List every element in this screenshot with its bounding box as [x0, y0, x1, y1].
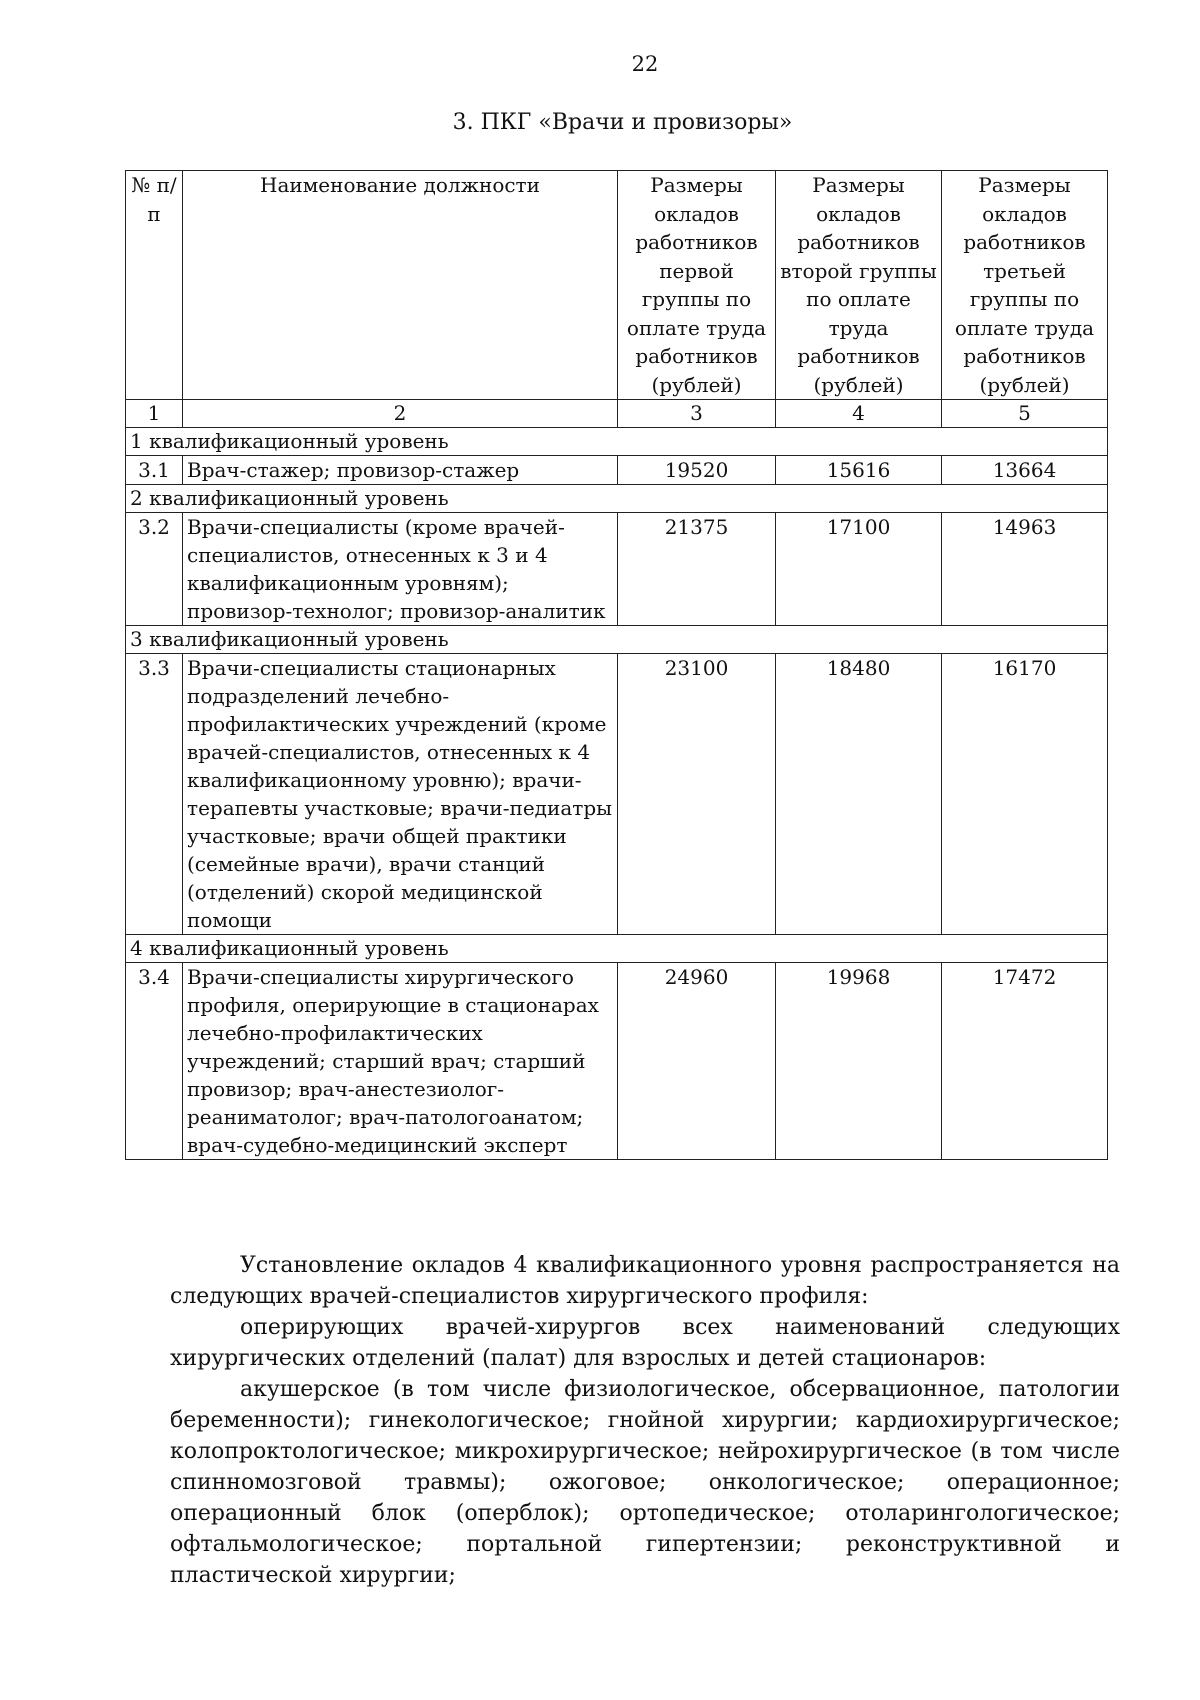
- level-row: [126, 485, 1108, 513]
- paragraph: акушерское (в том числе физиологическое, обсервационное, патологии беременности); гинекологическое; гнойной хирургии; кардиохирургическое; колопроктологическое; микрохирургическое; нейрохирургическое (в том числе спинномозговой травмы); ожоговое; онкологическое; операционное; операционный блок (оперблок); ортопедическое; отоларингологическое; офтальмологическое; портальной гипертензии; реконструктивной и пластической хирургии;: [170, 1377, 1120, 1588]
- row-num: 3.4: [126, 963, 183, 1160]
- table-header-row: [126, 171, 1108, 400]
- column-index: 3: [618, 400, 776, 428]
- page-number: 22: [631, 52, 659, 76]
- row-salary-group1: 21375: [618, 513, 776, 626]
- row-position-name: Врачи-специалисты (кроме врачей-специалистов, отнесенных к 3 и 4 квалификационным уровням); провизор-технолог; провизор-аналитик: [183, 513, 618, 626]
- column-index-row: [126, 400, 1108, 428]
- row-position-name: Врачи-специалисты хирургического профиля, оперирующие в стационарах лечебно-профилактических учреждений; старший врач; старший провизор; врач-анестезиолог-реаниматолог; врач-патологоанатом; врач-судебно-медицинский эксперт: [183, 963, 618, 1160]
- row-salary-group2: 17100: [776, 513, 942, 626]
- row-num: 3.3: [126, 654, 183, 935]
- header-group2: Размеры окладов работников второй группы по оплате труда работников (рублей): [776, 171, 942, 400]
- row-salary-group2: 15616: [776, 456, 942, 485]
- column-index: 4: [776, 400, 942, 428]
- row-salary-group3: 13664: [942, 456, 1108, 485]
- row-salary-group2: 18480: [776, 654, 942, 935]
- row-position-name: Врачи-специалисты стационарных подразделений лечебно-профилактических учреждений (кроме врачей-специалистов, отнесенных к 4 квалификационному уровню); врачи-терапевты участковые; врачи-педиатры участковые; врачи общей практики (семейные врачи), врачи станций (отделений) скорой медицинской помощи: [183, 654, 618, 935]
- level-label: 1 квалификационный уровень: [126, 428, 1108, 456]
- table-row: [126, 513, 1108, 626]
- paragraph: оперирующих врачей-хирургов всех наименований следующих хирургических отделений (палат) для взрослых и детей стационаров:: [170, 1315, 1120, 1371]
- header-group3: Размеры окладов работников третьей группы по оплате труда работников (рублей): [942, 171, 1108, 400]
- row-salary-group2: 19968: [776, 963, 942, 1160]
- row-position-name: Врач-стажер; провизор-стажер: [183, 456, 618, 485]
- header-group1: Размеры окладов работников первой группы по оплате труда работников (рублей): [618, 171, 776, 400]
- salary-table: [125, 170, 1108, 1160]
- level-row: [126, 935, 1108, 963]
- column-index: 1: [126, 400, 183, 428]
- row-salary-group1: 23100: [618, 654, 776, 935]
- header-num: № п/п: [126, 171, 183, 400]
- row-salary-group1: 19520: [618, 456, 776, 485]
- row-num: 3.2: [126, 513, 183, 626]
- row-salary-group3: 17472: [942, 963, 1108, 1160]
- column-index: 2: [183, 400, 618, 428]
- column-index: 5: [942, 400, 1108, 428]
- level-label: 3 квалификационный уровень: [126, 626, 1108, 654]
- level-label: 2 квалификационный уровень: [126, 485, 1108, 513]
- row-salary-group1: 24960: [618, 963, 776, 1160]
- level-label: 4 квалификационный уровень: [126, 935, 1108, 963]
- table-row: [126, 963, 1108, 1160]
- row-num: 3.1: [126, 456, 183, 485]
- level-row: [126, 626, 1108, 654]
- table-row: [126, 654, 1108, 935]
- level-row: [126, 428, 1108, 456]
- table-row: [126, 456, 1108, 485]
- row-salary-group3: 16170: [942, 654, 1108, 935]
- section-title: 3. ПКГ «Врачи и провизоры»: [452, 110, 793, 135]
- header-position-name: Наименование должности: [183, 171, 618, 400]
- row-salary-group3: 14963: [942, 513, 1108, 626]
- paragraph: Установление окладов 4 квалификационного уровня распространяется на следующих врачей-специалистов хирургического профиля:: [170, 1253, 1120, 1309]
- body-text: [170, 1250, 1120, 1591]
